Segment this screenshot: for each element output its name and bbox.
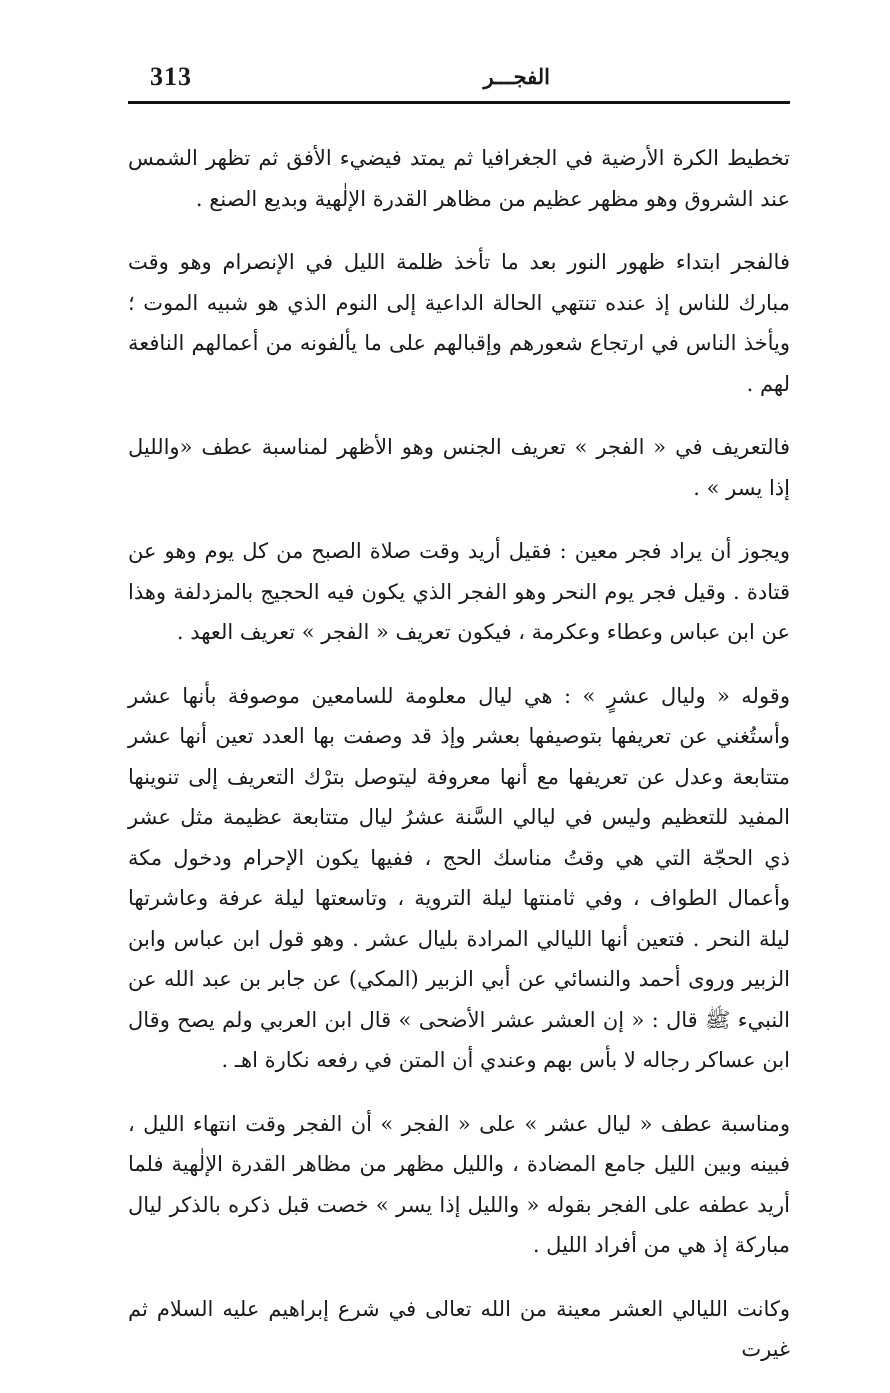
page-body	[128, 138, 790, 1393]
paragraph-6: ومناسبة عطف « ليال عشر » على « الفجر » أن الفجر وقت انتهاء الليل ، فبينه وبين الليل جامع المضادة ، والليل مظهر من مظاهر القدرة الإلٰهية فلما أريد عطفه على الفجر بقوله « والليل إذا يسر » خصت قبل ذكره بالذكر ليال مباركة إذ هي من أفراد الليل .	[128, 1111, 790, 1257]
paragraph-4: ويجوز أن يراد فجر معين : فقيل أريد وقت صلاة الصبح من كل يوم وهو عن قتادة . وقيل فجر يوم النحر وهو الفجر الذي يكون فيه الحجيج بالمزدلفة وهذا عن ابن عباس وعطاء وعكرمة ، فيكون تعريف « الفجر » تعريف العهد .	[128, 539, 790, 644]
header-divider	[128, 101, 790, 104]
paragraph-5: وقوله « وليال عشرٍ » : هي ليال معلومة للسامعين موصوفة بأنها عشر وأستُغني عن تعريفها بتوصيفها بعشر وإذ قد وصفت بها العدد تعين أنها عشر متتابعة وعدل عن تعريفها مع أنها معروفة ليتوصل بترْك التعريف إلى تنوينها المفيد للتعظيم وليس في ليالي السَّنة عشرُ ليال متتابعة عظيمة مثل عشر ذي الحجّة التي هي وقتُ مناسك الحج ، ففيها يكون الإحرام ودخول مكة وأعمال الطواف ، وفي ثامنتها ليلة التروية ، وتاسعتها ليلة عرفة وعاشرتها ليلة النحر . فتعين أنها الليالي المرادة بليال عشر . وهو قول ابن عباس وابن الزبير وروى أحمد والنسائي عن أبي الزبير (المكي) عن جابر بن عبد الله عن النبيء ﷺ قال : « إن العشر عشر الأضحى » قال ابن العربي ولم يصح وقال ابن عساكر رجاله لا بأس بهم وعندي أن المتن في رفعه نكارة اهـ .	[128, 683, 790, 1072]
paragraph-3: فالتعريف في « الفجر » تعريف الجنس وهو الأظهر لمناسبة عطف «والليل إذا يسر » .	[128, 435, 790, 500]
paragraph-7: وكانت الليالي العشر معينة من الله تعالى في شرع إبراهيم عليه السلام ثم غيرت	[128, 1296, 790, 1361]
paragraph-1: تخطيط الكرة الأرضية في الجغرافيا ثم يمتد فيضيء الأفق ثم تظهر الشمس عند الشروق وهو مظهر عظيم من مظاهر القدرة الإلٰهية وبديع الصنع .	[128, 146, 790, 211]
paragraph-2: فالفجر ابتداء ظهور النور بعد ما تأخذ ظلمة الليل في الإنصرام وهو وقت مبارك للناس إذ عنده تنتهي الحالة الداعية إلى النوم الذي هو شبيه الموت ؛ ويأخذ الناس في ارتجاع شعورهم وإقبالهم على ما يألفونه من أعمالهم النافعة لهم .	[128, 250, 790, 396]
page-number: 313	[150, 62, 192, 91]
page-header	[128, 58, 790, 100]
running-title: الفجـــر	[483, 64, 550, 89]
